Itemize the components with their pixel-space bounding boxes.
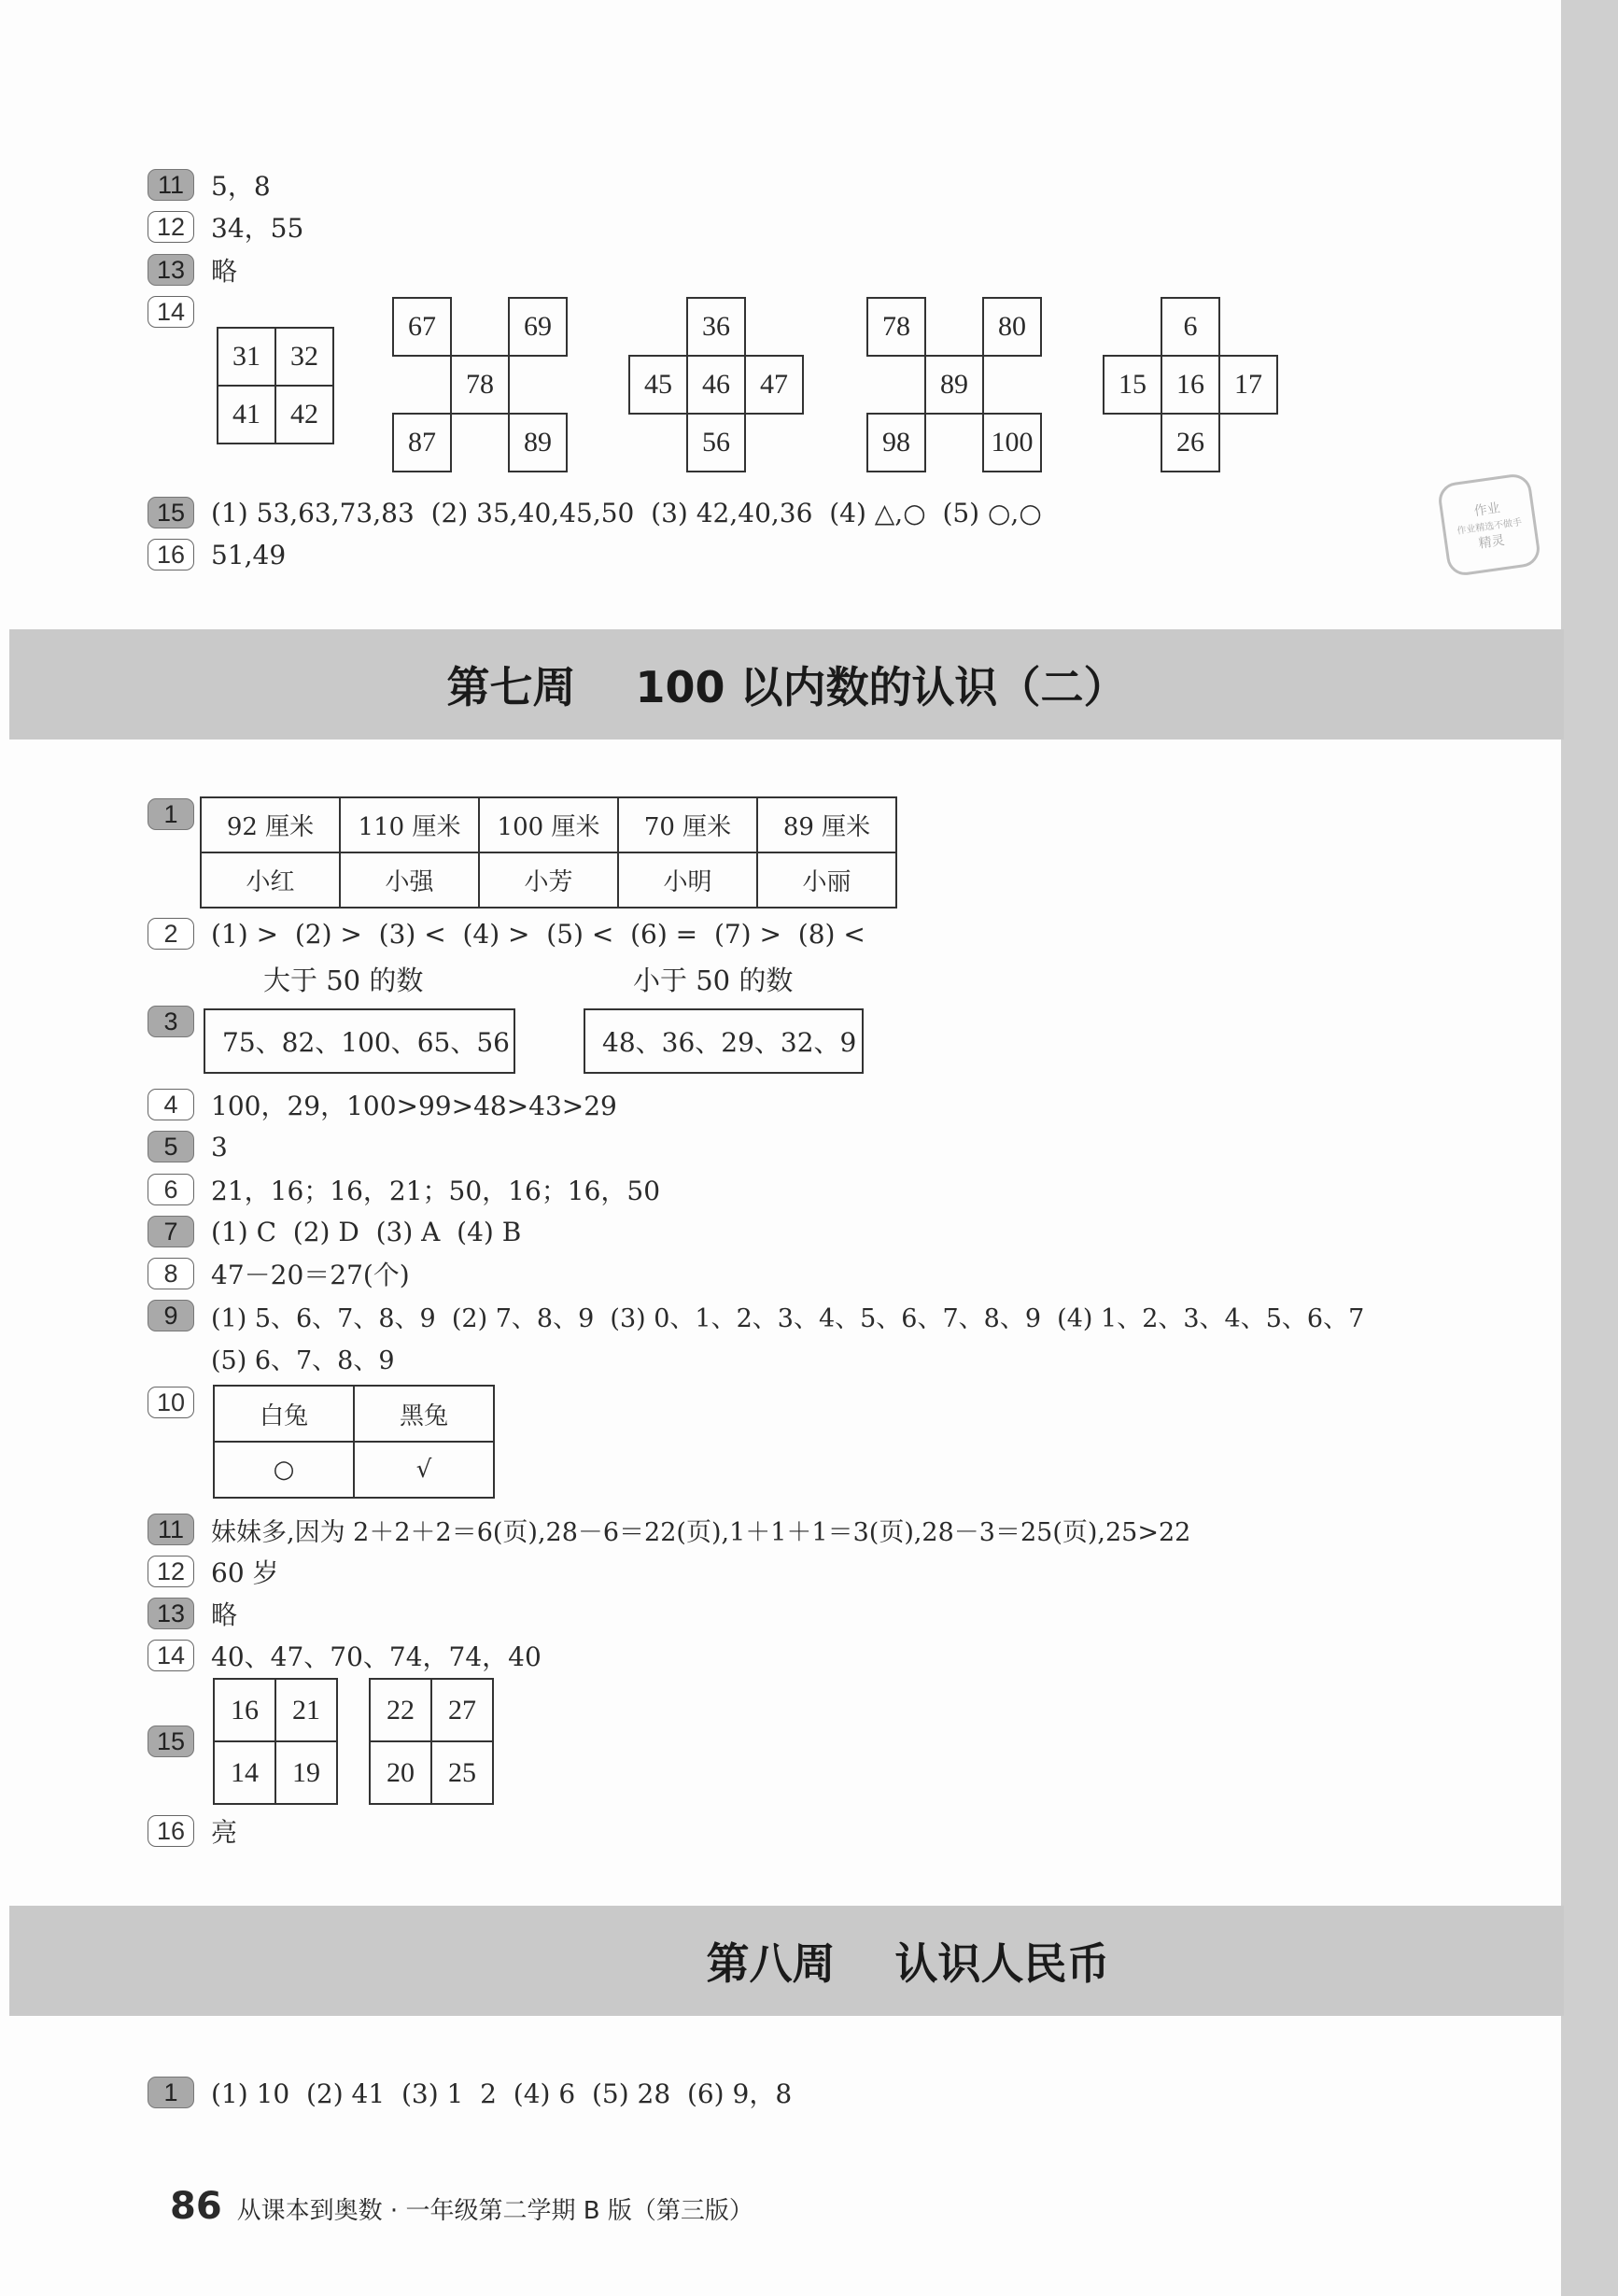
answer-text: 100，29，100>99>48>43>29 xyxy=(211,1091,617,1121)
table-cell: 16 xyxy=(214,1679,275,1741)
table-cell: 19 xyxy=(275,1741,337,1804)
answer-row xyxy=(148,1297,1364,1334)
empty-cell xyxy=(451,414,509,472)
answer-row xyxy=(148,494,1042,531)
empty-cell xyxy=(745,414,803,472)
answer-row xyxy=(148,1213,521,1250)
table-cell: 78 xyxy=(867,298,925,356)
empty-cell xyxy=(745,298,803,356)
answer-row xyxy=(148,536,286,573)
number-grid xyxy=(213,1678,338,1805)
page-footer xyxy=(170,2185,753,2228)
table-cell: 110 厘米 xyxy=(340,797,479,852)
table-cell: 26 xyxy=(1161,414,1219,472)
table-cell: 27 xyxy=(431,1679,493,1741)
table-cell: 89 xyxy=(925,356,983,414)
table-cell: 98 xyxy=(867,414,925,472)
table-cell: 17 xyxy=(1219,356,1277,414)
question-number: 10 xyxy=(148,1387,194,1418)
answer-row xyxy=(148,1171,660,1208)
empty-cell xyxy=(1104,414,1161,472)
answer-row xyxy=(148,1637,542,1674)
table-cell: 100 xyxy=(983,414,1041,472)
table-cell: 100 厘米 xyxy=(479,797,618,852)
empty-cell xyxy=(629,414,687,472)
group-label: 大于 50 的数 xyxy=(263,965,424,996)
table-cell: 92 厘米 xyxy=(201,797,340,852)
table-cell: 70 厘米 xyxy=(618,797,757,852)
section-banner xyxy=(9,1906,1564,2016)
table-cell: 小明 xyxy=(618,852,757,908)
answer-row xyxy=(148,1003,211,1040)
answer-text: 亮 xyxy=(211,1817,238,1848)
answer-row xyxy=(148,208,303,246)
answer-row xyxy=(148,1812,237,1850)
table-cell: 小芳 xyxy=(479,852,618,908)
watermark-stamp: 作业 作业精选不做手 精灵 xyxy=(1437,472,1542,578)
answer-row xyxy=(148,1723,211,1760)
answer-row xyxy=(148,1128,228,1165)
table-cell: 31 xyxy=(218,328,275,386)
answer-text: (1) C (2) D (3) A (4) B xyxy=(211,1216,522,1247)
answer-text: 21，16；16，21；50，16；16，50 xyxy=(211,1176,661,1206)
question-number: 1 xyxy=(148,798,194,830)
empty-cell xyxy=(451,298,509,356)
table-cell: 45 xyxy=(629,356,687,414)
answer-row xyxy=(148,1255,410,1292)
empty-cell xyxy=(1104,298,1161,356)
number-grid xyxy=(392,297,568,472)
empty-cell xyxy=(867,356,925,414)
question-number: 15 xyxy=(148,497,194,528)
answer-text: (1) 53,63,73,83 (2) 35,40,45,50 (3) 42,40,36 (4) △,○ (5) ○,○ xyxy=(211,497,1042,528)
table-cell: 16 xyxy=(1161,356,1219,414)
empty-cell xyxy=(925,298,983,356)
question-number: 14 xyxy=(148,296,194,328)
question-number: 13 xyxy=(148,1598,194,1629)
question-number: 4 xyxy=(148,1089,194,1120)
table-cell: 14 xyxy=(214,1741,275,1804)
empty-cell xyxy=(629,298,687,356)
question-number: 12 xyxy=(148,1556,194,1587)
question-number: 8 xyxy=(148,1258,194,1289)
answer-row-continued xyxy=(211,1339,395,1376)
question-number: 2 xyxy=(148,918,194,950)
table-cell: 47 xyxy=(745,356,803,414)
answer-text: 5，8 xyxy=(211,171,271,202)
answer-row xyxy=(148,915,865,952)
question-number: 12 xyxy=(148,211,194,243)
answer-row xyxy=(148,1384,211,1421)
question-number: 13 xyxy=(148,254,194,286)
table-cell: 小红 xyxy=(201,852,340,908)
number-grid xyxy=(369,1678,494,1805)
table-cell: 69 xyxy=(509,298,567,356)
section-title: 第八周 认识人民币 xyxy=(706,1938,1110,1989)
number-box: 75、82、100、65、56 xyxy=(204,1008,515,1074)
table-cell: 21 xyxy=(275,1679,337,1741)
answer-row xyxy=(148,2074,792,2111)
answer-row xyxy=(148,293,211,331)
empty-cell xyxy=(983,356,1041,414)
table-cell: 56 xyxy=(687,414,745,472)
table-cell: 46 xyxy=(687,356,745,414)
answer-text: 略 xyxy=(211,256,238,287)
question-number: 1 xyxy=(148,2077,194,2108)
answer-text: 47－20＝27(个) xyxy=(211,1260,410,1290)
empty-cell xyxy=(1219,298,1277,356)
table-cell: 32 xyxy=(275,328,333,386)
answer-text: (1) > (2) > (3) < (4) > (5) < (6) = (7) > (8) < xyxy=(211,918,865,950)
answer-text: (1) 5、6、7、8、9 (2) 7、8、9 (3) 0、1、2、3、4、5、6、7、8、9 (4) 1、2、3、4、5、6、7 xyxy=(211,1303,1365,1333)
table-cell: ○ xyxy=(214,1442,354,1498)
table-cell: 25 xyxy=(431,1741,493,1804)
table-cell: 小强 xyxy=(340,852,479,908)
table-cell: 黑兔 xyxy=(354,1386,494,1442)
height-table xyxy=(200,796,897,909)
answer-row xyxy=(148,1595,237,1632)
question-number: 9 xyxy=(148,1300,194,1331)
empty-cell xyxy=(1219,414,1277,472)
answer-text: 40、47、70、74，74，40 xyxy=(211,1641,542,1672)
table-cell: 20 xyxy=(370,1741,431,1804)
page-number: 86 xyxy=(170,2185,222,2228)
table-cell: 87 xyxy=(393,414,451,472)
answer-text: 3 xyxy=(211,1131,228,1162)
question-number: 16 xyxy=(148,539,194,570)
table-cell: 白兔 xyxy=(214,1386,354,1442)
question-number: 7 xyxy=(148,1216,194,1247)
table-cell: √ xyxy=(354,1442,494,1498)
table-cell: 78 xyxy=(451,356,509,414)
table-cell: 89 xyxy=(509,414,567,472)
page-edge xyxy=(1561,0,1618,2296)
table-cell: 42 xyxy=(275,386,333,444)
number-grid xyxy=(866,297,1042,472)
question-number: 16 xyxy=(148,1815,194,1847)
question-number: 15 xyxy=(148,1726,194,1757)
answer-row xyxy=(148,166,271,204)
section-banner xyxy=(9,629,1564,740)
table-cell: 41 xyxy=(218,386,275,444)
answer-text: 妹妹多,因为 2＋2＋2＝6(页),28－6＝22(页),1＋1＋1＝3(页),28－3＝25(页),25>22 xyxy=(211,1517,1191,1547)
answer-text: 51,49 xyxy=(211,539,287,570)
number-grid xyxy=(1103,297,1278,472)
answer-row xyxy=(148,1553,279,1590)
table-cell: 15 xyxy=(1104,356,1161,414)
table-cell: 67 xyxy=(393,298,451,356)
answer-text: (5) 6、7、8、9 xyxy=(211,1345,395,1375)
table-cell: 6 xyxy=(1161,298,1219,356)
table-cell: 89 厘米 xyxy=(757,797,896,852)
table-cell: 36 xyxy=(687,298,745,356)
rabbit-table xyxy=(213,1385,495,1499)
answer-text: 60 岁 xyxy=(211,1557,279,1588)
answer-row xyxy=(148,1086,617,1123)
table-cell: 22 xyxy=(370,1679,431,1741)
answer-text: 34，55 xyxy=(211,213,304,244)
empty-cell xyxy=(393,356,451,414)
question-number: 14 xyxy=(148,1640,194,1671)
book-title: 从课本到奥数 · 一年级第二学期 B 版（第三版） xyxy=(236,2197,753,2225)
answer-row xyxy=(148,251,237,289)
question-number: 5 xyxy=(148,1131,194,1162)
table-cell: 小丽 xyxy=(757,852,896,908)
number-grid xyxy=(217,327,334,444)
group-label: 小于 50 的数 xyxy=(633,965,794,996)
number-box: 48、36、29、32、9 xyxy=(584,1008,864,1074)
answer-text: 略 xyxy=(211,1599,238,1630)
empty-cell xyxy=(925,414,983,472)
empty-cell xyxy=(509,356,567,414)
question-number: 6 xyxy=(148,1174,194,1205)
question-number: 11 xyxy=(148,1514,194,1545)
number-grid xyxy=(628,297,804,472)
answer-row xyxy=(148,1511,1190,1548)
question-number: 3 xyxy=(148,1006,194,1037)
question-number: 11 xyxy=(148,169,194,201)
answer-text: (1) 10 (2) 41 (3) 1 2 (4) 6 (5) 28 (6) 9，8 xyxy=(211,2078,793,2109)
table-cell: 80 xyxy=(983,298,1041,356)
section-title: 第七周 100 以内数的认识（二） xyxy=(446,662,1127,712)
